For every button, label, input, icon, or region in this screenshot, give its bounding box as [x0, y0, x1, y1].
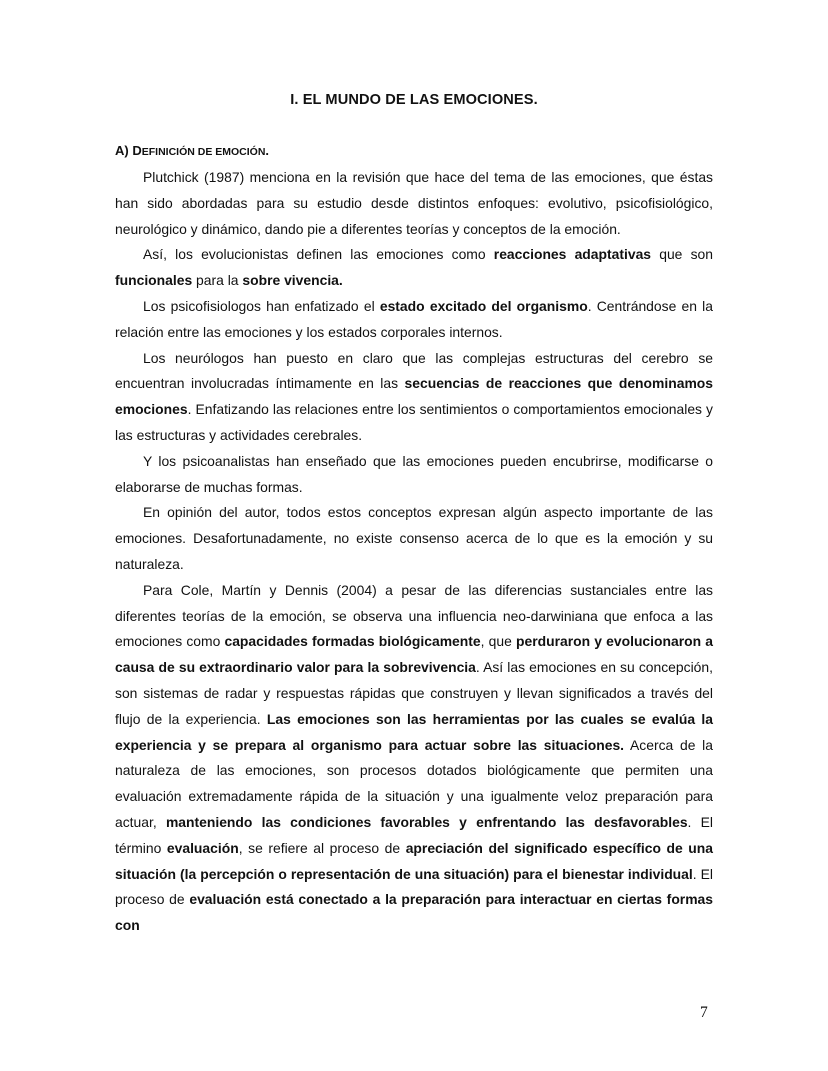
- bold-text: funcionales: [115, 272, 193, 289]
- bold-text: capacidades formadas biológicamente: [224, 633, 481, 650]
- bold-text: evaluación: [166, 839, 239, 856]
- section-letter: A): [115, 143, 129, 158]
- text-run: Acerca de la naturaleza de las emociones, son procesos dotados biológicamente que permiten una evaluación extremadamente rápida de la situación y una igualmente veloz preparación para actuar,: [115, 736, 713, 830]
- bold-text: manteniendo las condiciones favorables y enfrentando las desfavorables: [165, 813, 688, 830]
- text-run: Los psicofisiologos han enfatizado el: [143, 297, 380, 314]
- paragraph: [115, 346, 713, 449]
- page-title: I. EL MUNDO DE LAS EMOCIONES.: [290, 92, 538, 108]
- text-run: . El término: [115, 813, 713, 856]
- text-run: . Centrándose en la relación entre las emociones y los estados corporales internos.: [115, 297, 713, 340]
- paragraph: [115, 294, 713, 346]
- bold-text: perduraron y evolucionaron a causa de su extraordinario valor para la sobrevivencia: [115, 633, 713, 676]
- text-run: Así, los evolucionistas definen las emociones como: [143, 246, 494, 263]
- paragraph: [115, 500, 713, 577]
- text-run: que son: [651, 246, 713, 263]
- text-run: Para Cole, Martín y Dennis (2004) a pesar de las diferencias sustanciales entre las diferentes teorías de la emoción, se observa una influencia neo-darwiniana que enfoca a las emociones como: [115, 581, 713, 650]
- text-run: En opinión del autor, todos estos conceptos expresan algún aspecto importante de las emociones. Desafortunadamente, no existe consenso acerca de lo que es la emoción y su naturaleza.: [115, 504, 713, 572]
- text-run: Y los psicoanalistas han enseñado que las emociones pueden encubrirse, modificarse o elaborarse de muchas formas.: [115, 452, 713, 495]
- bold-text: estado excitado del organismo: [379, 297, 588, 314]
- paragraph: [115, 449, 713, 501]
- document-body: [115, 165, 713, 939]
- paragraph: [115, 242, 713, 294]
- text-run: . Enfatizando las relaciones entre los sentimientos o comportamientos emocionales y las estructuras y actividades cerebrales.: [115, 401, 713, 443]
- text-run: . Así las emociones en su concepción, son sistemas de radar y respuestas rápidas que construyen y llevan significados a través del flujo de la experiencia.: [115, 659, 713, 727]
- section-head-end: .: [265, 143, 270, 158]
- bold-text: Las emociones son las herramientas por las cuales se evalúa la experiencia y se prepara al organismo para actuar sobre las situaciones.: [115, 710, 713, 753]
- paragraph: [115, 165, 713, 242]
- section-head-rest: EFINICIÓN DE EMOCIÓN: [141, 146, 266, 158]
- text-run: , que: [480, 633, 516, 650]
- text-run: Plutchick (1987) menciona en la revisión que hace del tema de las emociones, que éstas han sido abordadas para su estudio desde distintos enfoques: evolutivo, psicofisiológico, neurológico y dinámico, dando pie a diferentes teorías y conceptos de la emoción.: [115, 169, 713, 237]
- bold-text: reacciones adaptativas: [493, 246, 652, 263]
- section-heading: [115, 143, 713, 158]
- section-head-cap: D: [132, 143, 142, 158]
- text-run: . El proceso de: [115, 865, 713, 908]
- page-number: 7: [700, 1004, 708, 1021]
- bold-text: evaluación está conectado a la preparación para interactuar en ciertas formas con: [115, 891, 714, 934]
- bold-text: apreciación del significado específico de una situación (la percepción o representación de una situación) para el bienestar individual: [115, 839, 713, 882]
- bold-text: secuencias de reacciones que denominamos emociones: [115, 375, 714, 418]
- text-run: , se refiere al proceso de: [238, 839, 406, 856]
- bold-text: sobre vivencia.: [242, 272, 343, 289]
- text-run: para la: [192, 272, 243, 289]
- paragraph: [115, 578, 713, 939]
- text-run: Los neurólogos han puesto en claro que las complejas estructuras del cerebro se encuentran involucradas íntimamente en las: [115, 349, 713, 392]
